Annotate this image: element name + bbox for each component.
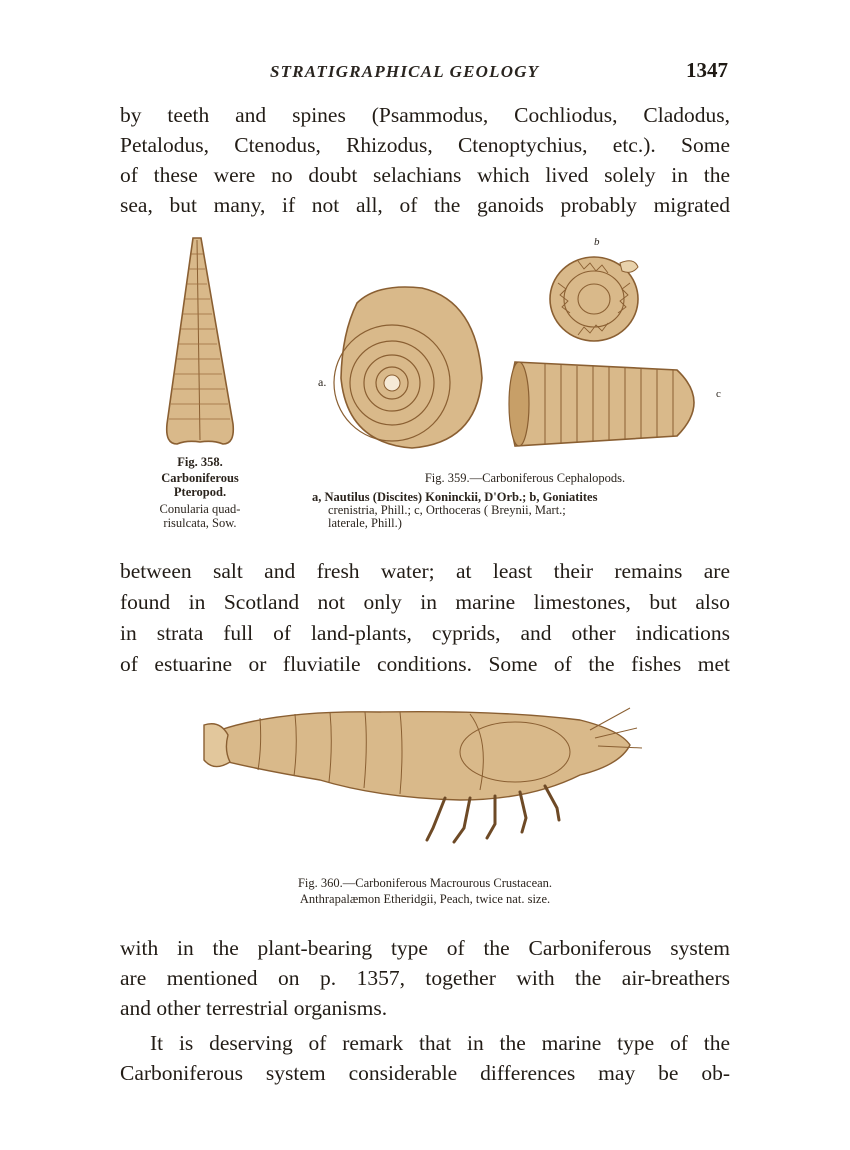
fig-360-caption-line-2: Anthrapalæmon Etheridgii, Peach, twice nat. size.	[299, 892, 551, 906]
fig-358-species-2: risulcata, Sow.	[163, 516, 237, 530]
paragraph-1-line-4: sea, but many, if not all, of the ganoids probably migrated	[120, 193, 730, 217]
paragraph-4-line-1: It is deserving of remark that in the marine type of the	[150, 1031, 730, 1055]
paragraph-1-line-1: by teeth and spines (Psammodus, Cochliodus, Cladodus,	[120, 103, 730, 127]
fig-358-species-1: Conularia quad-	[159, 502, 241, 516]
paragraph-2-line-3: in strata full of land-plants, cyprids, and other indications	[120, 621, 730, 645]
nautilus-engraving	[337, 283, 487, 453]
paragraph-3-line-3: and other terrestrial organisms.	[120, 996, 388, 1020]
paragraph-1-line-2: Petalodus, Ctenodus, Rhizodus, Ctenoptychius, etc.). Some	[120, 133, 730, 157]
crustacean-engraving	[200, 690, 650, 865]
fig-359-caption-title: Fig. 359.—Carboniferous Cephalopods.	[424, 471, 626, 485]
goniatites-engraving	[548, 253, 643, 343]
conularia-engraving	[155, 234, 245, 454]
running-title: STRATIGRAPHICAL GEOLOGY	[270, 62, 540, 81]
fig-358-title-2: Pteropod.	[173, 485, 227, 499]
fig-359-label-c: c	[716, 388, 721, 400]
paragraph-3-line-1: with in the plant-bearing type of the Carboniferous system	[120, 936, 730, 960]
fig-359-caption-line-1: a, Nautilus (Discites) Koninckii, D'Orb.; b, Goniatites	[312, 490, 598, 504]
page-number: 1347	[686, 58, 728, 82]
fig-358-number: Fig. 358.	[177, 455, 223, 469]
orthoceras-engraving	[505, 356, 715, 451]
fig-359-label-b: b	[594, 236, 600, 248]
paragraph-3-line-2: are mentioned on p. 1357, together with the air-breathers	[120, 966, 730, 990]
paragraph-2-line-2: found in Scotland not only in marine limestones, but also	[120, 590, 730, 614]
paragraph-2-line-4: of estuarine or fluviatile conditions. Some of the fishes met	[120, 652, 730, 676]
fig-359-caption-line-2: crenistria, Phill.; c, Orthoceras ( Breynii, Mart.;	[328, 503, 566, 517]
paragraph-2-line-1: between salt and fresh water; at least their remains are	[120, 559, 730, 583]
paragraph-1-line-3: of these were no doubt selachians which lived solely in the	[120, 163, 730, 187]
fig-360-caption-title: Fig. 360.—Carboniferous Macrourous Crustacean.	[297, 876, 553, 890]
fig-358-title-1: Carboniferous	[161, 471, 239, 485]
fig-359-label-a: a.	[318, 375, 327, 389]
fig-359-caption-line-3: laterale, Phill.)	[328, 516, 402, 530]
paragraph-4-line-2: Carboniferous system considerable differences may be ob-	[120, 1061, 730, 1085]
